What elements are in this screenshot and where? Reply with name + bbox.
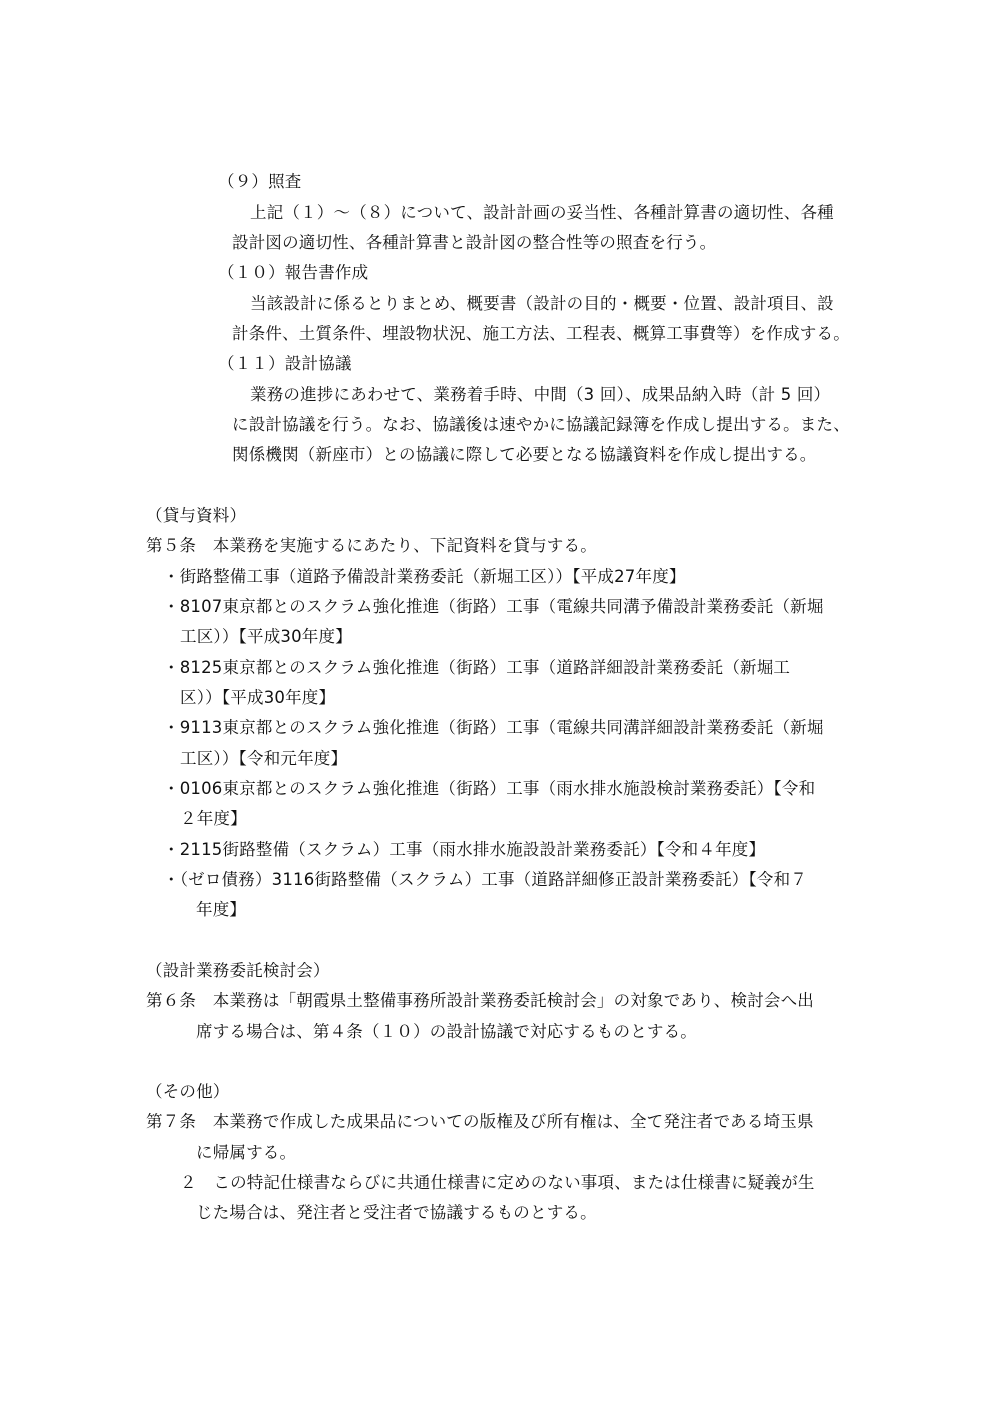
article-6-title: （設計業務委託検討会） (146, 961, 330, 980)
loan-item-2-cont: 工区））【平成30年度】 (180, 627, 352, 646)
section-text-report-line1: 当該設計に係るとりまとめ、概要書（設計の目的・概要・位置、設計項目、設 (250, 294, 834, 313)
section-text-check-line2: 設計図の適切性、各種計算書と設計図の整合性等の照査を行う。 (232, 233, 717, 252)
article-7-title: （その他） (146, 1082, 230, 1101)
loan-item-3-cont: 区））【平成30年度】 (180, 688, 336, 707)
article-7-para2-line1: ２ この特記仕様書ならびに共通仕様書に定めのない事項、または仕様書に疑義が生 (180, 1173, 815, 1192)
article-6-line1: 第６条 本業務は「朝霞県土整備事務所設計業務委託検討会」の対象であり、検討会へ出 (146, 991, 814, 1010)
section-text-check-line1: 上記（１）～（８）について、設計計画の妥当性、各種計算書の適切性、各種 (250, 203, 834, 222)
article-5-text: 第５条 本業務を実施するにあたり、下記資料を貸与する。 (146, 536, 597, 555)
article-7-line2: に帰属する。 (196, 1143, 297, 1162)
article-6-line2: 席する場合は、第４条（１０）の設計協議で対応するものとする。 (196, 1022, 697, 1041)
loan-item-2: ・8107東京都とのスクラム強化推進（街路）工事（電線共同溝予備設計業務委託（新堀 (163, 597, 824, 616)
article-5-title: （貸与資料） (146, 506, 247, 525)
section-heading-report: （１０）報告書作成 (218, 263, 369, 282)
section-text-consultation-line3: 関係機関（新座市）との協議に際して必要となる協議資料を作成し提出する。 (232, 445, 817, 464)
loan-item-5-cont: ２年度】 (180, 809, 247, 828)
loan-item-5: ・0106東京都とのスクラム強化推進（街路）工事（雨水排水施設検討業務委託）【令和 (163, 779, 816, 798)
section-text-consultation-line1: 業務の進捗にあわせて、業務着手時、中間（3 回）、成果品納入時（計 5 回） (250, 385, 831, 404)
section-heading-check: （９）照査 (218, 172, 302, 191)
loan-item-4-cont: 工区））【令和元年度】 (180, 749, 348, 768)
loan-item-7-cont: 年度】 (196, 900, 247, 919)
loan-item-4: ・9113東京都とのスクラム強化推進（街路）工事（電線共同溝詳細設計業務委託（新堀 (163, 718, 824, 737)
loan-item-1: ・街路整備工事（道路予備設計業務委託（新堀工区））【平成27年度】 (163, 567, 686, 586)
loan-item-7: ・（ゼロ債務）3116街路整備（スクラム）工事（道路詳細修正設計業務委託）【令和７ (163, 870, 808, 889)
loan-item-3: ・8125東京都とのスクラム強化推進（街路）工事（道路詳細設計業務委託（新堀工 (163, 658, 791, 677)
article-7-line1: 第７条 本業務で作成した成果品についての版権及び所有権は、全て発注者である埼玉県 (146, 1112, 814, 1131)
section-heading-consultation: （１１）設計協議 (218, 354, 352, 373)
section-text-report-line2: 計条件、土質条件、埋設物状況、施工方法、工程表、概算工事費等）を作成する。 (232, 324, 850, 343)
section-text-consultation-line2: に設計協議を行う。なお、協議後は速やかに協議記録簿を作成し提出する。また、 (232, 415, 850, 434)
loan-item-6: ・2115街路整備（スクラム）工事（雨水排水施設設計業務委託）【令和４年度】 (163, 840, 766, 859)
article-7-para2-line2: じた場合は、発注者と受注者で協議するものとする。 (196, 1203, 597, 1222)
